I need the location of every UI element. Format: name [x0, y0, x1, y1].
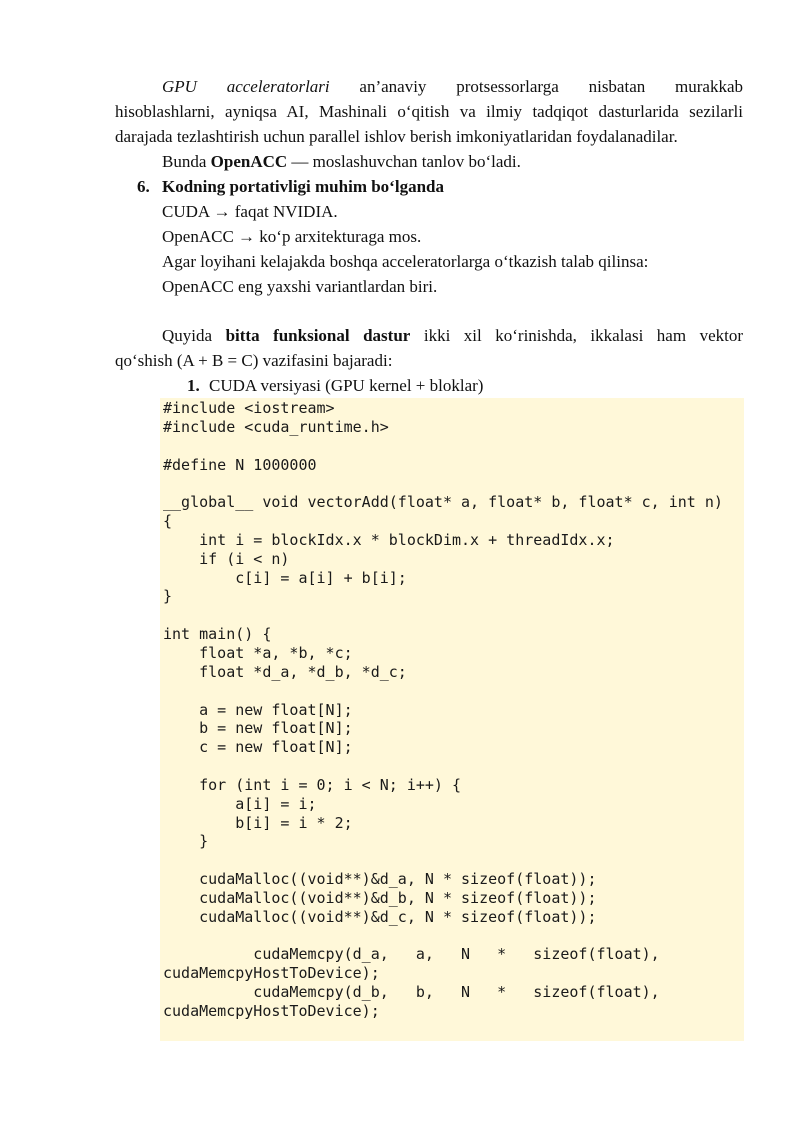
code-line: [163, 927, 723, 946]
item6-line: OpenACC eng yaxshi variantlardan biri.: [162, 277, 438, 296]
code-line: #include <cuda_runtime.h>: [163, 417, 389, 436]
code-line: int main() {: [163, 625, 272, 644]
code-line: __global__ void vectorAdd(float* a, float* b, float* c, int n): [163, 493, 723, 512]
para-intro-line2: qo‘shish (A + B = C) vazifasini bajaradi:: [115, 351, 393, 370]
code-line: {: [163, 512, 173, 531]
code-line: cudaMalloc((void**)&d_a, N * sizeof(float));: [163, 870, 597, 889]
code-line: [163, 851, 723, 870]
para-gpu-line3: darajada tezlashtirish uchun parallel ishlov berish imkoniyatlaridan foydalanadilar.: [115, 127, 678, 146]
para-intro-line1: [115, 324, 743, 348]
code-line: cudaMalloc((void**)&d_b, N * sizeof(float));: [163, 888, 597, 907]
code-line: c = new float[N];: [163, 738, 353, 757]
intro-suffix: ikki xil ko‘rinishda, ikkalasi ham vektor: [410, 326, 744, 345]
code-line: [163, 757, 723, 776]
para-gpu-line1-text: an’anaviy protsessorlarga nisbatan murakkab: [329, 77, 743, 96]
item6-line: Agar loyihani kelajakda boshqa acceleratorlarga o‘tkazish talab qilinsa:: [162, 252, 649, 271]
code-line: c[i] = a[i] + b[i];: [163, 568, 407, 587]
item6-line: CUDA → faqat NVIDIA.: [162, 202, 338, 221]
code-line: [163, 437, 723, 456]
code-line: float *a, *b, *c;: [163, 643, 353, 662]
intro-bold: bitta funksional dastur: [225, 326, 411, 345]
code-line-wrapped: cudaMemcpy(d_b, b, N * sizeof(float),: [163, 983, 660, 1002]
code-block: [163, 399, 723, 1021]
code-line: b = new float[N];: [163, 719, 353, 738]
para-gpu-line1: [115, 75, 743, 99]
code-line: }: [163, 587, 173, 606]
item6-number: 6.: [137, 177, 150, 196]
openacc-bold: OpenACC: [210, 152, 288, 171]
para-gpu-line2: hisoblashlarni, ayniqsa AI, Mashinali o‘qitish va ilmiy tadqiqot dasturlarida sezilarli: [115, 102, 743, 121]
code-line: }: [163, 832, 209, 851]
code-line-continuation: cudaMemcpyHostToDevice);: [163, 964, 380, 983]
code-line: for (int i = 0; i < N; i++) {: [163, 775, 462, 794]
code-line: [163, 606, 723, 625]
code-line: b[i] = i * 2;: [163, 813, 353, 832]
item6-heading: Kodning portativligi muhim bo‘lganda: [162, 177, 444, 196]
sub1-title: CUDA versiyasi (GPU kernel + bloklar): [209, 376, 484, 395]
code-line: a[i] = i;: [163, 794, 317, 813]
code-line: cudaMalloc((void**)&d_c, N * sizeof(float));: [163, 907, 597, 926]
para-openacc: [162, 150, 521, 174]
code-line-continuation: cudaMemcpyHostToDevice);: [163, 1002, 380, 1020]
code-line-wrapped: cudaMemcpy(d_a, a, N * sizeof(float),: [163, 945, 660, 964]
gpu-italic-term: GPU acceleratorlari: [162, 77, 330, 96]
intro-prefix: Quyida: [162, 326, 226, 345]
sub1-number: 1.: [187, 376, 200, 395]
code-line: float *d_a, *d_b, *d_c;: [163, 662, 407, 681]
code-line: if (i < n): [163, 549, 290, 568]
code-line: [163, 474, 723, 493]
code-line: a = new float[N];: [163, 700, 353, 719]
code-line: #define N 1000000: [163, 455, 317, 474]
item6-line: OpenACC → ko‘p arxitekturaga mos.: [162, 227, 422, 246]
openacc-prefix: Bunda: [162, 152, 211, 171]
code-line: [163, 682, 723, 701]
code-line: int i = blockIdx.x * blockDim.x + threadIdx.x;: [163, 530, 615, 549]
code-line: #include <iostream>: [163, 399, 335, 417]
openacc-suffix: — moslashuvchan tanlov bo‘ladi.: [287, 152, 521, 171]
